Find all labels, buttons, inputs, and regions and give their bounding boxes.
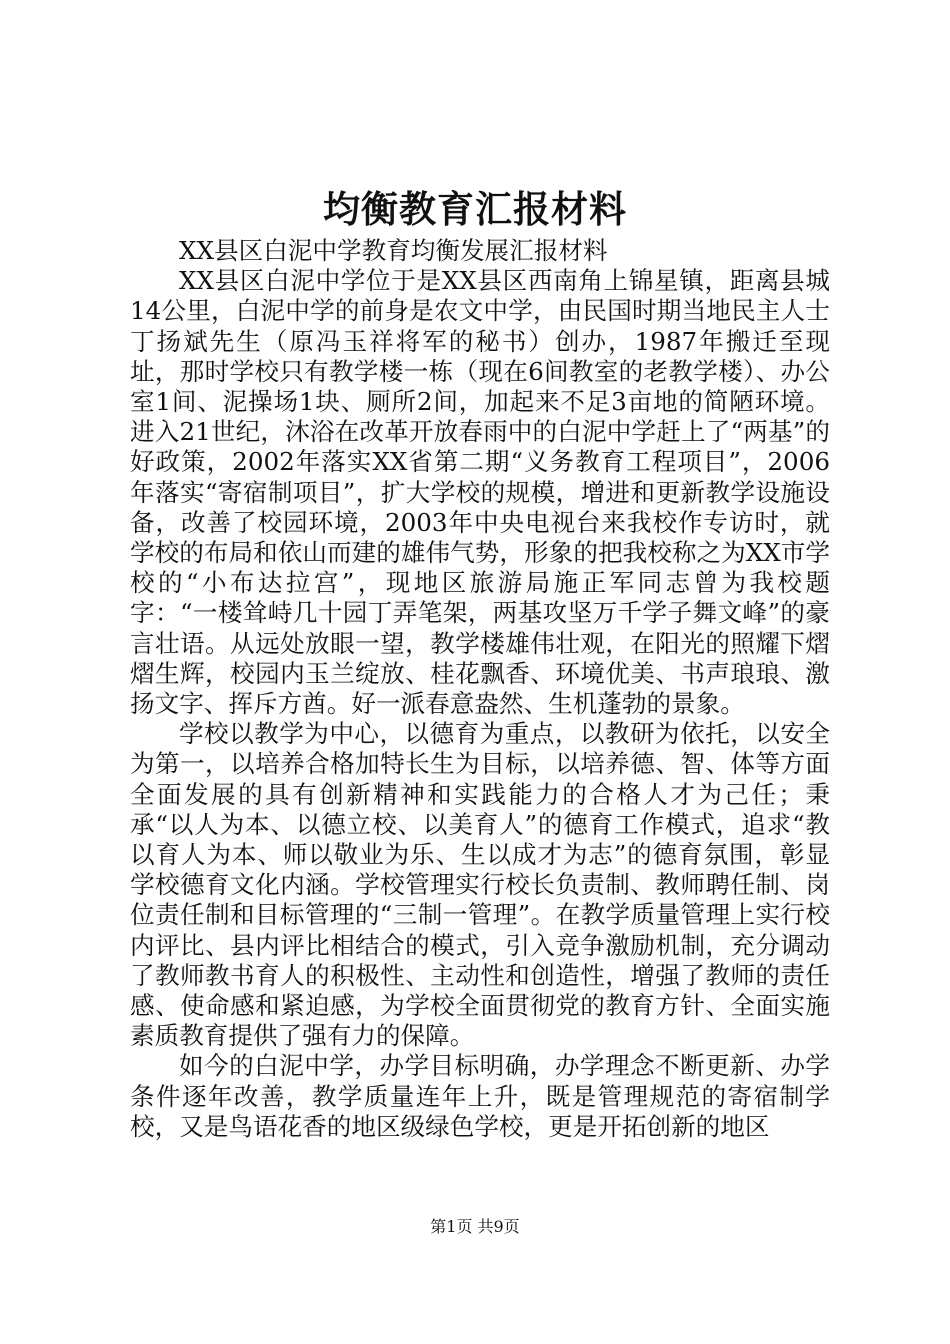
- body-paragraph: 如今的白泥中学，办学目标明确，办学理念不断更新、办学条件逐年改善，教学质量连年上升，既是管理规范的寄宿制学校，又是鸟语花香的地区级绿色学校，更是开拓创新的地区: [130, 1051, 830, 1141]
- subtitle-paragraph: XX县区白泥中学教育均衡发展汇报材料: [179, 236, 608, 265]
- body-paragraph: XX县区白泥中学位于是XX县区西南角上锦星镇，距离县城14公里，白泥中学的前身是农文中学，由民国时期当地民主人士丁扬斌先生（原冯玉祥将军的秘书）创办，1987年搬迁至现址，那时学校只有教学楼一栋（现在6间教室的老教学楼）、办公室1间、泥操场1块、厕所2间，加起来不足3亩地的简陋环境。进入21世纪，沐浴在改革开放春雨中的白泥中学赶上了“两基”的好政策，2002年落实XX省第二期“义务教育工程项目”，2006年落实“寄宿制项目”，扩大学校的规模，增进和更新教学设施设备，改善了校园环境，2003年中央电视台来我校作专访时，就学校的布局和依山而建的雄伟气势，形象的把我校称之为XX市学校的“小布达拉宫”，现地区旅游局施正军同志曾为我校题字：“一楼耸峙几十园丁弄笔架，两基攻坚万千学子舞文峰”的豪言壮语。从远处放眼一望，教学楼雄伟壮观，在阳光的照耀下熠熠生辉，校园内玉兰绽放、桂花飘香、环境优美、书声琅琅、激扬文字、挥斥方酋。好一派春意盎然、生机蓬勃的景象。: [130, 266, 830, 719]
- document-body: [130, 236, 830, 1142]
- page-number-footer: 第1页 共9页: [430, 1217, 520, 1236]
- body-paragraph: 学校以教学为中心，以德育为重点，以教研为依托，以安全为第一，以培养合格加特长生为目标，以培养德、智、体等方面全面发展的具有创新精神和实践能力的合格人才为己任；秉承“以人为本、以德立校、以美育人”的德育工作模式，追求“教以育人为本、师以敬业为乐、生以成才为志”的德育氛围，彰显学校德育文化内涵。学校管理实行校长负责制、教师聘任制、岗位责任制和目标管理的“三制一管理”。在教学质量管理上实行校内评比、县内评比相结合的模式，引入竞争激励机制，充分调动了教师教书育人的积极性、主动性和创造性，增强了教师的责任感、使命感和紧迫感，为学校全面贯彻党的教育方针、全面实施素质教育提供了强有力的保障。: [130, 719, 830, 1051]
- document-title: 均衡教育汇报材料: [323, 187, 627, 231]
